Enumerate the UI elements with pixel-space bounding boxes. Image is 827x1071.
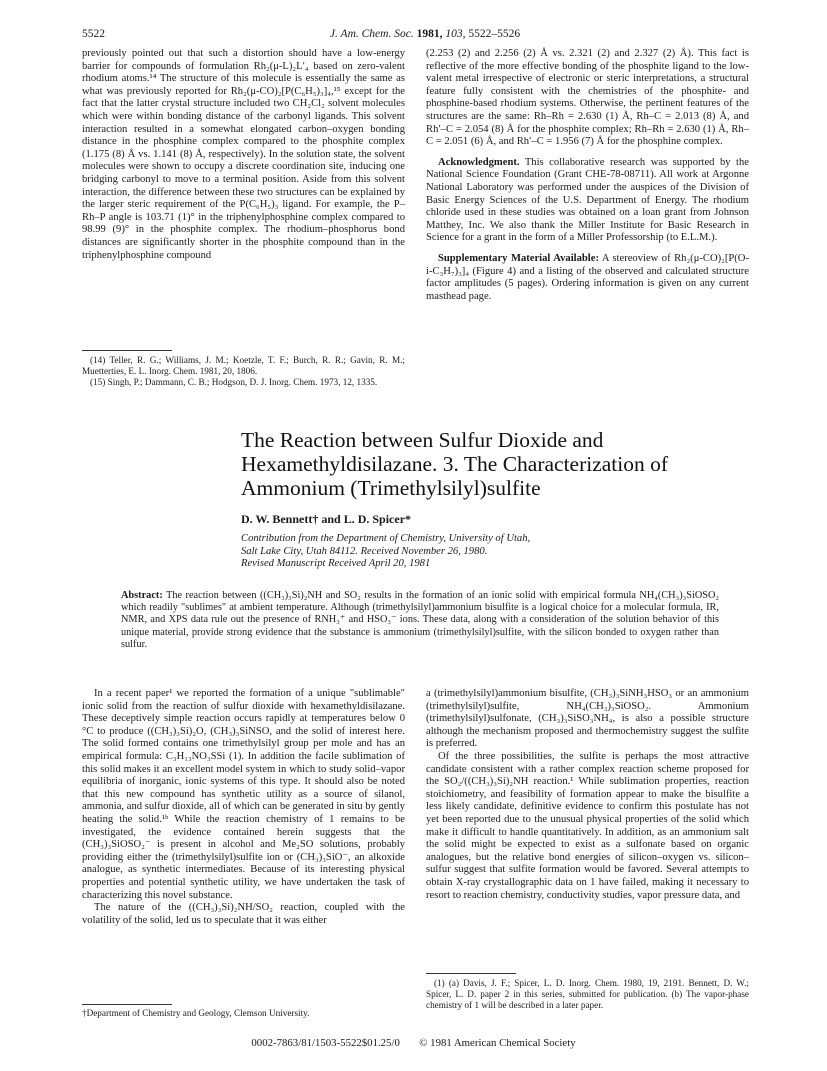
article-title [241, 428, 761, 500]
contribution-line-2: Salt Lake City, Utah 84112. Received November 26, 1980. [241, 545, 488, 557]
body-right-paragraph-2: Of the three possibilities, the sulfite is perhaps the most attractive candidate consistent with a rather complex reaction scheme proposed for the SO₂/((CH₃)₃Si)₂NH reaction.¹ While sublimation properties, reaction stoichiometry, and feasibility of formation appear to make the bisulfite a less likely candidate, definitive evidence to confirm this postulate has not yet been reported due to the unusual physical properties of the solid which make it difficult to handle quantitatively. In addition, as an ammonium salt the solid might be expected to exist as a sulfonate based on organic analogues, but the relative bond energies of silicon–oxygen vs. silicon–sulfur suggest that sulfite formation would be favored. Several attempts to obtain X-ray crystallographic data on 1 have failed, making it necessary to resort to reaction chemistry, conductivity studies, vapor pressure data, and [426, 750, 749, 901]
footnote-15: (15) Singh, P.; Dammann, C. B.; Hodgson, D. J. Inorg. Chem. 1973, 12, 1335. [90, 376, 378, 387]
prev-article-left-text: previously pointed out that such a distortion should have a low-energy barrier for compounds of formulation Rh₂(μ-L)₂L′₄ based on zero-valent rhodium atoms.¹⁴ The structure of this molecule is essentially the same as what was previously reported for Rh₂(μ-CO)₂[P(C₆H₅)₃]₄,¹⁵ except for the fact that the latter crystal structure included two CH₂Cl₂ solvent molecules which were within bonding distance of the carbonyl ligands. This solvent interaction resulted in a somewhat elongated carbon–oxygen bonding distance in the phosphine complex compared to the phosphite complex (1.175 (8) Å vs. 1.141 (8) Å, respectively). In the solution state, the solvent molecules were shown to occupy a discrete coordination site, inducing one bridging carbonyl to move to a terminal position. Aside from this solvent interaction, the difference between these two structures can be explained by the larger steric requirement of the P(C₆H₅)₃ ligand. For example, the P–Rh–P angle is 103.71 (1)° in the triphenylphosphine complex compared to 98.99 (9)° in the phosphite complex. The rhodium–phosphorus bond distances are significantly shorter in the phosphite compound than in the triphenylphosphine compound [82, 48, 405, 261]
footnote-1-text: (1) (a) Davis, J. F.; Spicer, L. D. Inorg. Chem. 1980, 19, 2191. Bennett, D. W.; Spicer, L. D. paper 2 in this series, submitted for publication. (b) The vapor-phase chemistry of 1 will be described in a later paper. [426, 978, 749, 1010]
contribution-info [241, 533, 761, 571]
supplementary-text: A stereoview of Rh₂(μ-CO)₂[P(O-i-C₃H₇)₃]₄ (Figure 4) and a listing of the observed and calculated structure factor amplitudes (5 pages). Ordering information is given on any current masthead page. [426, 252, 749, 302]
journal-volume: 103, [445, 28, 466, 40]
journal-year: 1981, [416, 28, 443, 40]
prev-article-footnotes [82, 355, 405, 387]
supplementary-label: Supplementary Material Available: [438, 252, 599, 264]
running-header [310, 28, 540, 40]
authors: D. W. Bennett† and L. D. Spicer* [241, 512, 412, 526]
acknowledgment-label: Acknowledgment. [438, 156, 520, 168]
body-right-paragraph-1: a (trimethylsilyl)ammonium bisulfite, (CH₃)₃SiNH₃HSO₃ or an ammonium (trimethylsilyl)sulfite, NH₄(CH₃)₃SiOSO₂. Ammonium (trimethylsilyl)sulfonate, (CH₃)₃SiSO₃NH₄, is also a possible structure although the mechanism proposed and thermochemistry suggest the sulfite is preferred. [426, 688, 749, 750]
footnote-1 [426, 978, 749, 1010]
title-line-2: Hexamethyldisilazane. 3. The Characterization of [241, 452, 669, 476]
page-number: 5522 [82, 28, 105, 40]
abstract [121, 590, 719, 651]
page-footer [0, 1037, 827, 1049]
title-line-1: The Reaction between Sulfur Dioxide and [241, 428, 604, 452]
footer-code: 0002-7863/81/1503-5522$01.25/0 [251, 1037, 400, 1049]
title-line-3: Ammonium (Trimethylsilyl)sulfite [241, 476, 541, 500]
acknowledgment [426, 157, 749, 245]
body-right-column [426, 688, 749, 902]
journal-name: J. Am. Chem. Soc. [329, 28, 414, 40]
footnote-rule-2 [82, 1004, 172, 1005]
body-left-paragraph-1: In a recent paper¹ we reported the formation of a unique "sublimable" ionic solid from the reaction of sulfur dioxide with hexamethyldisilazane. These deceptively simple reaction occurs rapidly at temperatures below 0 °C to produce ((CH₃)₃Si)₂O, (CH₃)₃SiNSO, and the solid of interest here. The solid formed contains one trimethylsilyl group per mole and has an empirical formula: C₃H₁₃NO₃SSi (1). In addition the facile sublimation of this solid makes it an excellent model system in which to study solid–vapor equilibria of inorganic, ionic systems of this type. It should also be noted that this new compound has synthetic utility as a source of silanol, ammonia, and sulfur dioxide, all of which can be generated in situ by gently heating the solid.¹ᵇ While the reaction chemistry of 1 remains to be investigated, the evidence contained herein suggests that the (CH₃)₃SiOSO₂⁻ is present in alcohol and Me₂SO solutions, probably providing either the (trimethylsilyl)sulfite ion or (CH₃)₃SiO⁻, an alkoxide analogue, as synthetic intermediates. Because of its interesting physical properties and potential synthetic utility, we have undertaken the task of characterizing this novel substance. [82, 688, 405, 901]
prev-article-right-text: (2.253 (2) and 2.256 (2) Å vs. 2.321 (2) and 2.327 (2) Å). This fact is reflective of the more effective bonding of the phosphite ligand to the low-valent metal irrespective of electronic or steric interpretations, a structural feature fully consistent with the chemistries of the phosphite- and phosphine-based rhodium systems. Otherwise, the pertinent features of the structures are the same: Rh–Rh = 2.630 (1) Å, Rh–C = 2.013 (8) Å, and Rh′–C = 2.054 (8) Å for the phosphite complex; Rh–Rh = 2.630 (1) Å, Rh–C = 2.051 (6) Å, and Rh′–C = 1.956 (7) Å for the phosphine complex. [426, 48, 749, 148]
prev-article-left-column [82, 48, 405, 262]
footnote-rule-3 [426, 973, 516, 974]
supplementary-material [426, 253, 749, 303]
contribution-line-1: Contribution from the Department of Chemistry, University of Utah, [241, 533, 531, 544]
abstract-text: The reaction between ((CH₃)₃Si)₂NH and SO₂ results in the formation of an ionic solid with empirical formula NH₄(CH₃)₃SiOSO₂ which readily "sublimes" at ambient temperature. Although (trimethylsilyl)ammonium bisulfite is a logical choice for a molecular formula, IR, NMR, and XPS data rule out the presence of RNH₃⁺ and HSO₃⁻ ions. These data, along with a consideration of the solution behavior of this unique material, provide strong evidence that the substance is ammonium (trimethylsilyl)sulfite, with the silicon bonded to oxygen rather than sulfur. [121, 590, 720, 650]
prev-article-right-column [426, 48, 749, 303]
acknowledgment-text: This collaborative research was supported by the National Science Foundation (Grant CHE-78-08711). All work at Argonne National Laboratory was performed under the auspices of the Division of Basic Energy Sciences of the U.S. Department of Energy. The rhodium chloride used in these studies was obtained on a loan grant from Johnson Matthey, Inc. We also thank the Miller Institute for Basic Research in Science for a grant in the form of a Miller Professorship (to E.L.M.). [426, 156, 749, 244]
journal-pages: 5522–5526 [468, 28, 521, 40]
body-left-paragraph-2: The nature of the ((CH₃)₃Si)₂NH/SO₂ reaction, coupled with the volatility of the solid, led us to speculate that it was either [82, 902, 405, 926]
body-left-column [82, 688, 405, 927]
footnote-14: (14) Teller, R. G.; Williams, J. M.; Koetzle, T. F.; Burch, R. R.; Gavin, R. M.; Muetterties, E. L. Inorg. Chem. 1981, 20, 1806. [82, 355, 405, 376]
footnote-rule [82, 350, 172, 351]
abstract-label: Abstract: [121, 590, 163, 601]
footer-copyright: © 1981 American Chemical Society [419, 1037, 576, 1049]
dagger-footnote: †Department of Chemistry and Geology, Clemson University. [82, 1008, 310, 1018]
contribution-line-3: Revised Manuscript Received April 20, 1981 [241, 558, 431, 570]
